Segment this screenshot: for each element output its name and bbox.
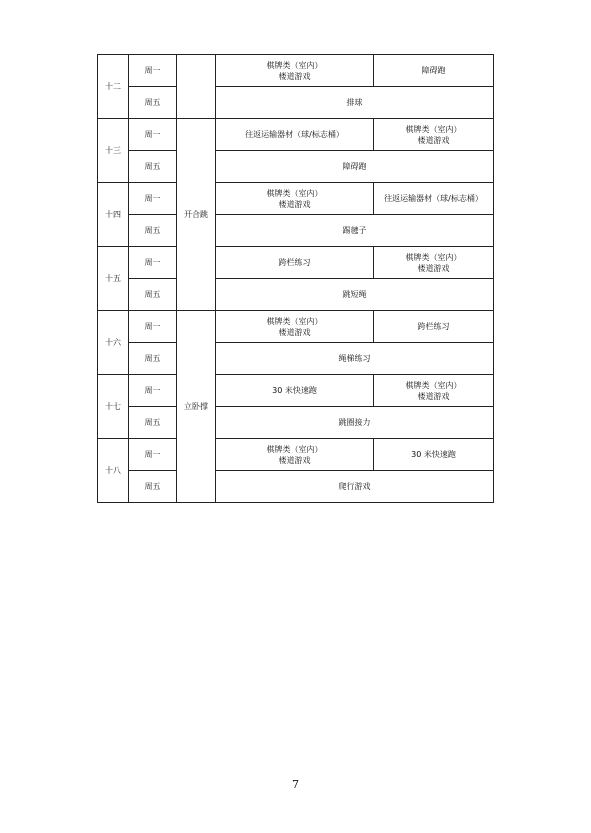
warmup-cell: 开合跳: [177, 119, 216, 311]
day-cell: 周一: [129, 439, 177, 471]
table-row: [98, 407, 494, 439]
day-cell: 周五: [129, 471, 177, 503]
day-cell: 周五: [129, 87, 177, 119]
week-cell: 十七: [98, 375, 129, 439]
activity-cell: 棋牌类（室内） 楼道游戏: [216, 183, 374, 215]
day-cell: 周一: [129, 311, 177, 343]
table-row: [98, 55, 494, 87]
activity-cell: 往返运输器材（球/标志桶）: [216, 119, 374, 151]
activity-cell: 踢毽子: [216, 215, 494, 247]
table-row: [98, 471, 494, 503]
table-row: [98, 183, 494, 215]
page-number: 7: [292, 778, 299, 791]
activity-cell: 棋牌类（室内） 楼道游戏: [216, 439, 374, 471]
table-row: [98, 247, 494, 279]
day-cell: 周五: [129, 215, 177, 247]
day-cell: 周五: [129, 151, 177, 183]
day-cell: 周一: [129, 55, 177, 87]
day-cell: 周一: [129, 247, 177, 279]
table-row: [98, 119, 494, 151]
table-row: [98, 343, 494, 375]
week-cell: 十三: [98, 119, 129, 183]
schedule-table: [97, 54, 494, 503]
activity-cell: 障碍跑: [216, 151, 494, 183]
week-cell: 十五: [98, 247, 129, 311]
table-row: [98, 87, 494, 119]
activity-cell: 爬行游戏: [216, 471, 494, 503]
activity-cell: 绳梯练习: [216, 343, 494, 375]
table-row: [98, 311, 494, 343]
week-cell: 十六: [98, 311, 129, 375]
week-cell: 十二: [98, 55, 129, 119]
activity-cell: 跳短绳: [216, 279, 494, 311]
day-cell: 周五: [129, 279, 177, 311]
activity-cell: 棋牌类（室内） 楼道游戏: [374, 119, 494, 151]
warmup-cell: 立卧撑: [177, 311, 216, 503]
activity-cell: 30 米快速跑: [374, 439, 494, 471]
day-cell: 周五: [129, 343, 177, 375]
week-cell: 十八: [98, 439, 129, 503]
day-cell: 周一: [129, 183, 177, 215]
table-row: [98, 279, 494, 311]
table-row: [98, 215, 494, 247]
activity-cell: 障碍跑: [374, 55, 494, 87]
warmup-cell: [177, 55, 216, 119]
activity-cell: 棋牌类（室内） 楼道游戏: [216, 311, 374, 343]
table-row: [98, 439, 494, 471]
table-row: [98, 375, 494, 407]
activity-cell: 棋牌类（室内） 楼道游戏: [374, 247, 494, 279]
day-cell: 周五: [129, 407, 177, 439]
table-row: [98, 151, 494, 183]
activity-cell: 跨栏练习: [216, 247, 374, 279]
day-cell: 周一: [129, 119, 177, 151]
day-cell: 周一: [129, 375, 177, 407]
activity-cell: 棋牌类（室内） 楼道游戏: [216, 55, 374, 87]
activity-cell: 30 米快速跑: [216, 375, 374, 407]
activity-cell: 棋牌类（室内） 楼道游戏: [374, 375, 494, 407]
activity-cell: 排球: [216, 87, 494, 119]
activity-cell: 往返运输器材（球/标志桶）: [374, 183, 494, 215]
activity-cell: 跨栏练习: [374, 311, 494, 343]
week-cell: 十四: [98, 183, 129, 247]
activity-cell: 跳圈接力: [216, 407, 494, 439]
